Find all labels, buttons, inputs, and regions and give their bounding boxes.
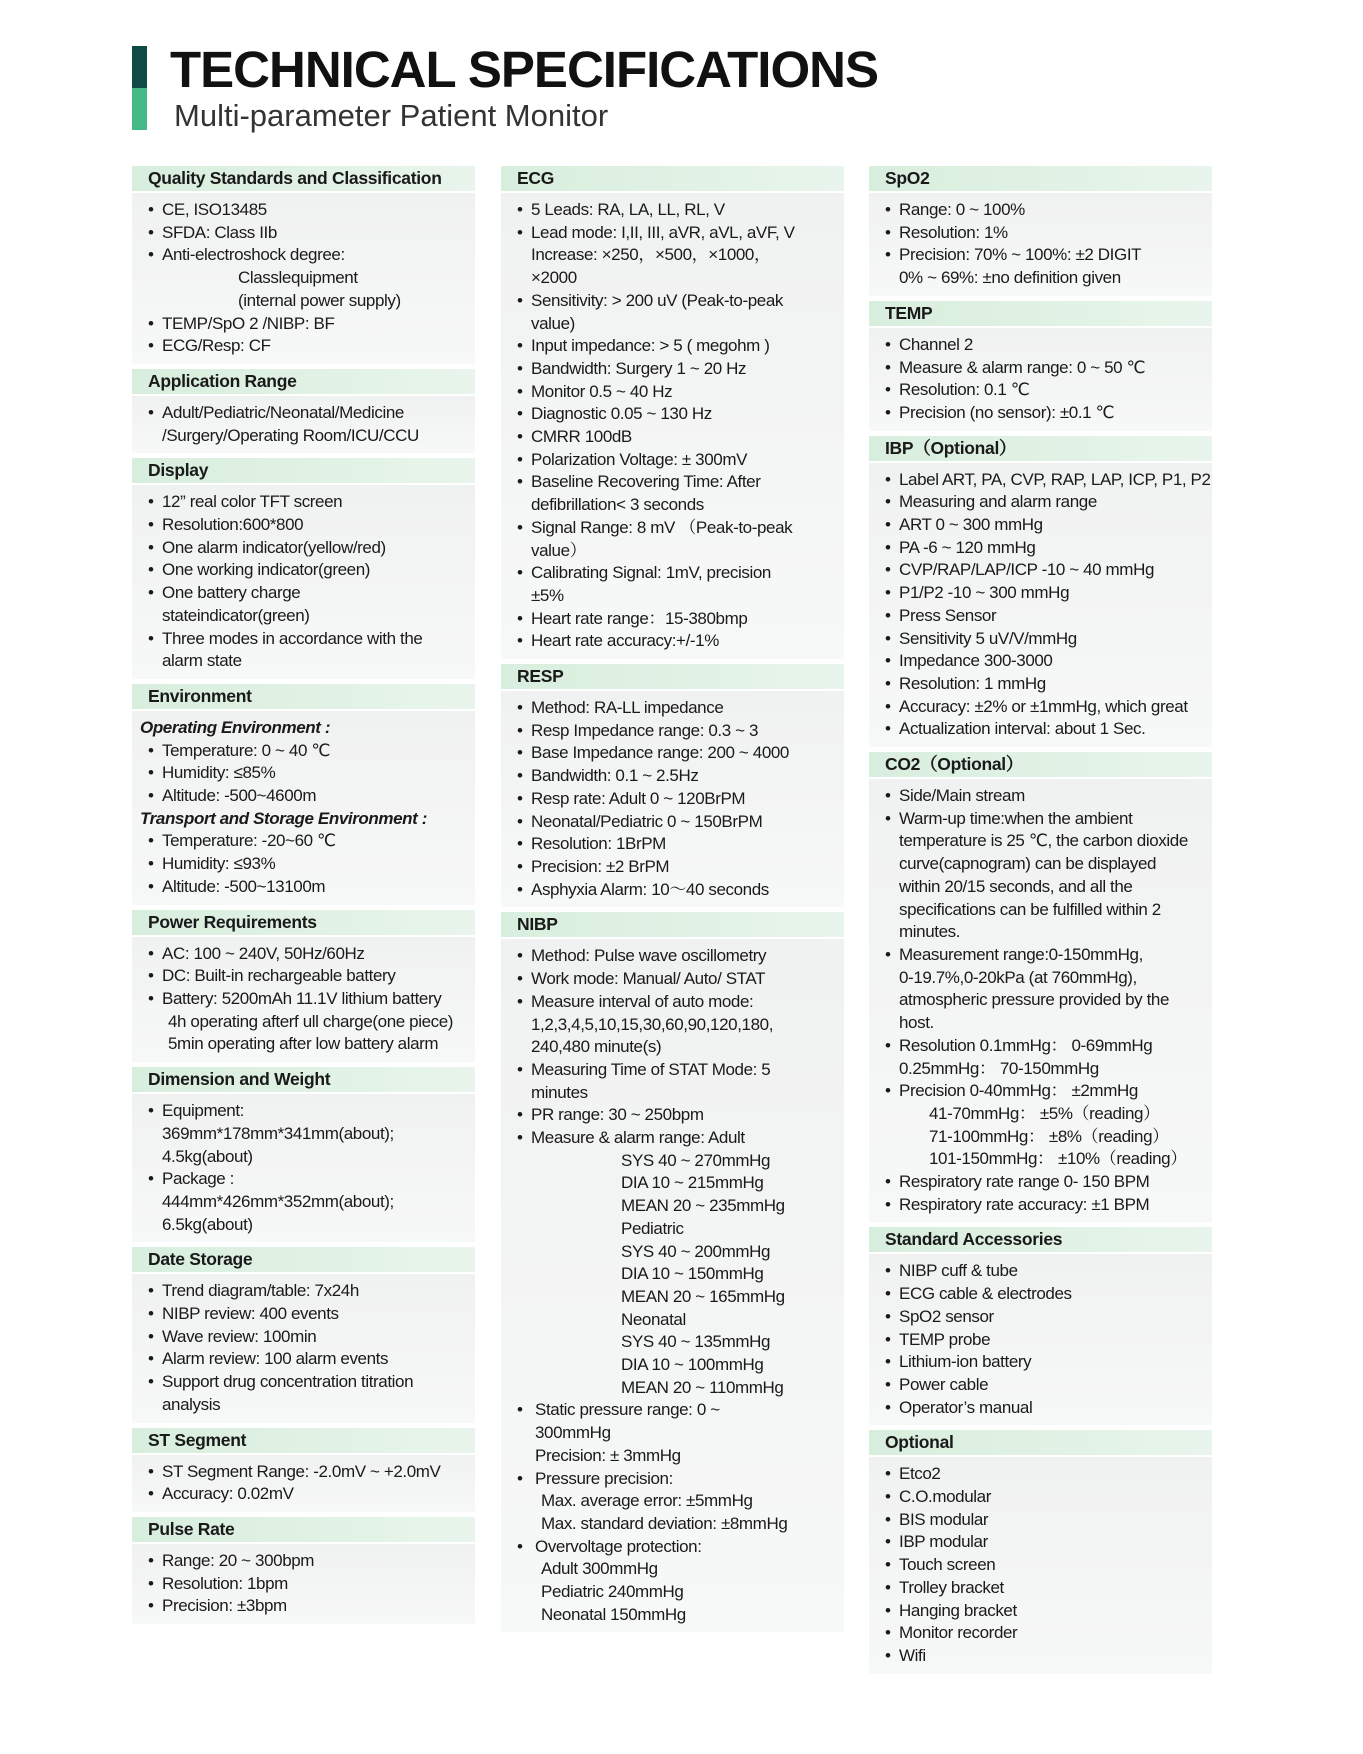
spec-item: • Actualization interval: about 1 Sec. [883, 718, 1202, 741]
spec-item: • Baseline Recovering Time: After defibrillation< 3 seconds [515, 471, 834, 516]
spec-item: • Overvoltage protection: Adult 300mmHg Pediatric 240mmHg Neonatal 150mmHg [515, 1536, 834, 1627]
section-resp [501, 664, 844, 907]
spec-item: • Measuring Time of STAT Mode: 5 minutes [515, 1059, 834, 1104]
spec-item: • Anti-electroshock degree: Classlequipment (internal power supply) [146, 244, 465, 312]
section-quality-standards [132, 166, 475, 364]
spec-item: • NIBP review: 400 events [146, 1303, 465, 1326]
spec-item: • Warm-up time:when the ambient temperature is 25 ℃, the carbon dioxide curve(capnogram) can be displayed within 20/15 seconds, and all the specifications can be fulfilled within 2 minutes. [883, 808, 1202, 944]
spec-item: • 12” real color TFT screen [146, 491, 465, 514]
spec-item: • Measuring and alarm range [883, 491, 1202, 514]
section-body [869, 779, 1212, 1222]
section-body [869, 328, 1212, 431]
section-body [132, 1544, 475, 1624]
spec-item: • Heart rate accuracy:+/-1% [515, 630, 834, 653]
spec-item: • Resolution: 1BrPM [515, 833, 834, 856]
section-title: Application Range [132, 369, 475, 394]
spec-item: • Resolution: 1 mmHg [883, 673, 1202, 696]
spec-item: • Method: Pulse wave oscillometry [515, 945, 834, 968]
spec-item: • Static pressure range: 0 ~ 300mmHg Precision: ± 3mmHg [515, 1399, 834, 1467]
section-ecg [501, 166, 844, 659]
section-title: IBP（Optional） [869, 436, 1212, 461]
column-3 [869, 166, 1212, 1679]
section-body [869, 1457, 1212, 1673]
section-co2 [869, 752, 1212, 1222]
spec-item: • Respiratory rate range 0- 150 BPM [883, 1171, 1202, 1194]
section-body [132, 396, 475, 453]
section-body [869, 193, 1212, 296]
title-accent-bar [132, 46, 147, 130]
section-title: Date Storage [132, 1247, 475, 1272]
spec-item: • Accuracy: ±2% or ±1mmHg, which great [883, 696, 1202, 719]
spec-item: • SFDA: Class IIb [146, 222, 465, 245]
spec-item: • TEMP/SpO 2 /NIBP: BF [146, 313, 465, 336]
spec-item: • Channel 2 [883, 334, 1202, 357]
section-pulse-rate [132, 1517, 475, 1624]
spec-item: • IBP modular [883, 1531, 1202, 1554]
spec-item: • Precision (no sensor): ±0.1 ℃ [883, 402, 1202, 425]
spec-item: • CMRR 100dB [515, 426, 834, 449]
spec-item: • Hanging bracket [883, 1600, 1202, 1623]
section-standard-accessories [869, 1227, 1212, 1425]
spec-item: • Temperature: -20~60 ℃ [146, 830, 465, 853]
spec-item: • Trend diagram/table: 7x24h [146, 1280, 465, 1303]
section-title: Display [132, 458, 475, 483]
spec-item: • Neonatal/Pediatric 0 ~ 150BrPM [515, 811, 834, 834]
spec-item: • Humidity: ≤85% [146, 762, 465, 785]
spec-item: • Sensitivity: > 200 uV (Peak-to-peak value) [515, 290, 834, 335]
spec-item: • Impedance 300-3000 [883, 650, 1202, 673]
section-title: ECG [501, 166, 844, 191]
spec-item: • Measurement range:0-150mmHg, 0-19.7%,0-20kPa (at 760mmHg), atmospheric pressure provided by the host. [883, 944, 1202, 1035]
spec-item: • Precision: ±3bpm [146, 1595, 465, 1618]
spec-item: • Resolution: 1% [883, 222, 1202, 245]
section-body [501, 193, 844, 659]
spec-item: • Precision 0-40mmHg： ±2mmHg 41-70mmHg： ±5%（reading） 71-100mmHg： ±8%（reading） 101-150mmHg： ±10%（reading） [883, 1080, 1202, 1171]
section-title: Environment [132, 684, 475, 709]
spec-item: • Humidity: ≤93% [146, 853, 465, 876]
spec-item: • 5 Leads: RA, LA, LL, RL, V [515, 199, 834, 222]
spec-item: • Lithium-ion battery [883, 1351, 1202, 1374]
column-1 [132, 166, 475, 1629]
operating-environment-heading: Operating Environment : [140, 717, 331, 737]
spec-item: • Bandwidth: Surgery 1 ~ 20 Hz [515, 358, 834, 381]
spec-item: • Lead mode: I,II, III, aVR, aVL, aVF, V Increase: ×250，×500，×1000， ×2000 [515, 222, 834, 290]
spec-item: • Equipment: 369mm*178mm*341mm(about); 4.5kg(about) [146, 1100, 465, 1168]
section-body [869, 463, 1212, 747]
spec-item: • Work mode: Manual/ Auto/ STAT [515, 968, 834, 991]
spec-item: • Range: 20 ~ 300bpm [146, 1550, 465, 1573]
spec-item: • C.O.modular [883, 1486, 1202, 1509]
spec-item: • Temperature: 0 ~ 40 ℃ [146, 740, 465, 763]
section-st-segment [132, 1428, 475, 1512]
spec-item: • ST Segment Range: -2.0mV ~ +2.0mV [146, 1461, 465, 1484]
section-title: NIBP [501, 912, 844, 937]
section-body [132, 711, 475, 905]
section-title: RESP [501, 664, 844, 689]
section-spo2 [869, 166, 1212, 296]
spec-item: • Asphyxia Alarm: 10～40 seconds [515, 879, 834, 902]
section-optional [869, 1430, 1212, 1673]
section-temp [869, 301, 1212, 431]
spec-item: • Signal Range: 8 mV （Peak-to-peak value） [515, 517, 834, 562]
spec-item: • One working indicator(green) [146, 559, 465, 582]
section-body [132, 1094, 475, 1242]
spec-item: • Precision: 70% ~ 100%: ±2 DIGIT 0% ~ 69%: ±no definition given [883, 244, 1202, 289]
spec-item: • Measure & alarm range: Adult SYS 40 ~ 270mmHg DIA 10 ~ 215mmHg MEAN 20 ~ 235mmHg Pediatric SYS 40 ~ 200mmHg DIA 10 ~ 150mmHg MEAN 20 ~ 165mmHg Neonatal SYS 40 ~ 135mmHg DIA 10 ~ 100mmHg MEAN 20 ~ 110mmHg [515, 1127, 834, 1399]
spec-item: • Wave review: 100min [146, 1326, 465, 1349]
section-display [132, 458, 475, 679]
spec-item: • BIS modular [883, 1509, 1202, 1532]
spec-item: • Calibrating Signal: 1mV, precision ±5% [515, 562, 834, 607]
column-2 [501, 166, 844, 1637]
spec-item: • Touch screen [883, 1554, 1202, 1577]
section-body [132, 1274, 475, 1422]
spec-item: • Three modes in accordance with the alarm state [146, 628, 465, 673]
spec-item: • Accuracy: 0.02mV [146, 1483, 465, 1506]
section-application-range [132, 369, 475, 453]
spec-item: • ART 0 ~ 300 mmHg [883, 514, 1202, 537]
spec-item: • Adult/Pediatric/Neonatal/Medicine /Surgery/Operating Room/ICU/CCU [146, 402, 465, 447]
spec-item: • Sensitivity 5 uV/V/mmHg [883, 628, 1202, 651]
accent-bar-dark [132, 46, 147, 88]
spec-item: • Etco2 [883, 1463, 1202, 1486]
section-title: TEMP [869, 301, 1212, 326]
section-body [132, 193, 475, 364]
spec-item: • Package : 444mm*426mm*352mm(about); 6.5kg(about) [146, 1168, 465, 1236]
spec-item: • Operator’s manual [883, 1397, 1202, 1420]
section-body [132, 937, 475, 1063]
spec-item: • Label ART, PA, CVP, RAP, LAP, ICP, P1, P2 [883, 469, 1202, 492]
spec-item: • Polarization Voltage: ± 300mV [515, 449, 834, 472]
spec-item: • Method: RA-LL impedance [515, 697, 834, 720]
section-title: Pulse Rate [132, 1517, 475, 1542]
spec-item: • Range: 0 ~ 100% [883, 199, 1202, 222]
section-ibp [869, 436, 1212, 747]
spec-item: • Resolution: 1bpm [146, 1573, 465, 1596]
spec-item: • Base Impedance range: 200 ~ 4000 [515, 742, 834, 765]
page-subtitle: Multi-parameter Patient Monitor [174, 98, 609, 133]
spec-item: • Resolution 0.1mmHg： 0-69mmHg 0.25mmHg： 70-150mmHg [883, 1035, 1202, 1080]
section-title: Power Requirements [132, 910, 475, 935]
spec-item: • PA -6 ~ 120 mmHg [883, 537, 1202, 560]
spec-item: • Side/Main stream [883, 785, 1202, 808]
spec-item: • Battery: 5200mAh 11.1V lithium battery 4h operating afterf ull charge(one piece) 5min operating after low battery alarm [146, 988, 465, 1056]
spec-item: • Pressure precision: Max. average error: ±5mmHg Max. standard deviation: ±8mmHg [515, 1468, 834, 1536]
page-title: TECHNICAL SPECIFICATIONS [170, 41, 878, 98]
section-nibp [501, 912, 844, 1632]
spec-item: • PR range: 30 ~ 250bpm [515, 1104, 834, 1127]
spec-item: • AC: 100 ~ 240V, 50Hz/60Hz [146, 943, 465, 966]
spec-item: • One battery charge stateindicator(green) [146, 582, 465, 627]
spec-item: • DC: Built-in rechargeable battery [146, 965, 465, 988]
section-title: ST Segment [132, 1428, 475, 1453]
section-body [501, 939, 844, 1632]
section-title: Standard Accessories [869, 1227, 1212, 1252]
spec-item: • TEMP probe [883, 1329, 1202, 1352]
spec-item: • Diagnostic 0.05 ~ 130 Hz [515, 403, 834, 426]
spec-item: • CE, ISO13485 [146, 199, 465, 222]
spec-item: • Support drug concentration titration analysis [146, 1371, 465, 1416]
spec-item: • Altitude: -500~13100m [146, 876, 465, 899]
section-body [869, 1254, 1212, 1425]
spec-item: • NIBP cuff & tube [883, 1260, 1202, 1283]
section-body [132, 1455, 475, 1512]
spec-item: • One alarm indicator(yellow/red) [146, 537, 465, 560]
spec-item: • P1/P2 -10 ~ 300 mmHg [883, 582, 1202, 605]
section-body [501, 691, 844, 907]
section-date-storage [132, 1247, 475, 1422]
spec-item: • Power cable [883, 1374, 1202, 1397]
spec-item: • Alarm review: 100 alarm events [146, 1348, 465, 1371]
spec-item: • Input impedance: > 5 ( megohm ) [515, 335, 834, 358]
section-title: CO2（Optional） [869, 752, 1212, 777]
spec-item: • Resp Impedance range: 0.3 ~ 3 [515, 720, 834, 743]
spec-item: • ECG/Resp: CF [146, 335, 465, 358]
spec-item: • Altitude: -500~4600m [146, 785, 465, 808]
spec-item: • Resp rate: Adult 0 ~ 120BrPM [515, 788, 834, 811]
section-environment [132, 684, 475, 905]
section-title: SpO2 [869, 166, 1212, 191]
accent-bar-light [132, 88, 147, 130]
spec-item: • SpO2 sensor [883, 1306, 1202, 1329]
transport-environment-heading: Transport and Storage Environment : [140, 808, 428, 828]
spec-item: • Monitor recorder [883, 1622, 1202, 1645]
spec-item: • CVP/RAP/LAP/ICP -10 ~ 40 mmHg [883, 559, 1202, 582]
spec-item: • Measure interval of auto mode: 1,2,3,4,5,10,15,30,60,90,120,180, 240,480 minute(s) [515, 991, 834, 1059]
section-dimension-weight [132, 1067, 475, 1242]
spec-item: • Press Sensor [883, 605, 1202, 628]
spec-item: • Resolution: 0.1 ℃ [883, 379, 1202, 402]
spec-item: • Precision: ±2 BrPM [515, 856, 834, 879]
section-title: Quality Standards and Classification [132, 166, 475, 191]
spec-item: • Heart rate range：15-380bmp [515, 608, 834, 631]
spec-item: • Monitor 0.5 ~ 40 Hz [515, 381, 834, 404]
spec-item: • Trolley bracket [883, 1577, 1202, 1600]
spec-item: • ECG cable & electrodes [883, 1283, 1202, 1306]
section-title: Optional [869, 1430, 1212, 1455]
section-power-requirements [132, 910, 475, 1063]
section-title: Dimension and Weight [132, 1067, 475, 1092]
section-body [132, 485, 475, 679]
spec-item: • Respiratory rate accuracy: ±1 BPM [883, 1194, 1202, 1217]
spec-item: • Bandwidth: 0.1 ~ 2.5Hz [515, 765, 834, 788]
spec-item: • Resolution:600*800 [146, 514, 465, 537]
spec-item: • Wifi [883, 1645, 1202, 1668]
spec-item: • Measure & alarm range: 0 ~ 50 ℃ [883, 357, 1202, 380]
